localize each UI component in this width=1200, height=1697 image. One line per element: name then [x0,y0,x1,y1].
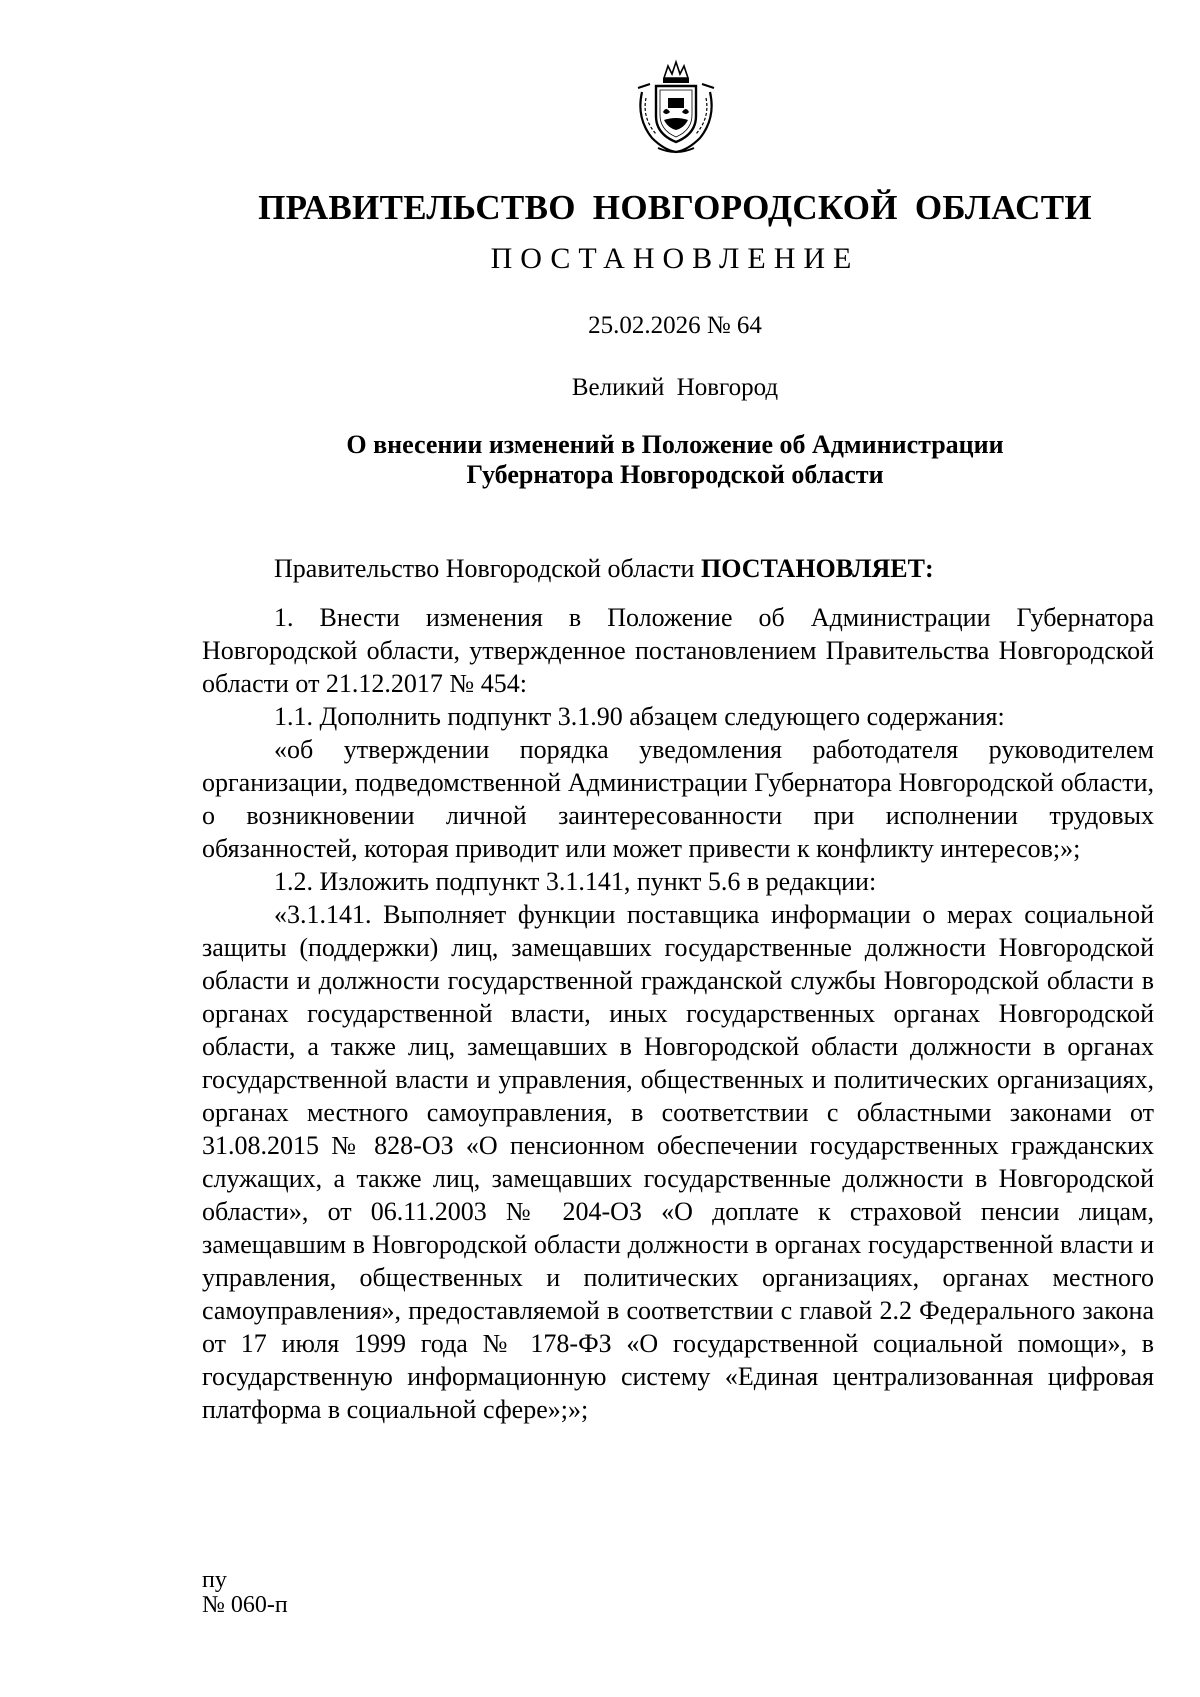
footer-number: № 060-п [202,1592,288,1618]
subject-line-2: Губернатора Новгородской области [466,460,884,489]
subject-line-1: О внесении изменений в Положение об Администрации [346,430,1004,459]
coat-of-arms-icon [628,58,724,158]
paragraph-1-1-quote: «об утверждении порядка уведомления работодателя руководителем организации, подведомственной Администрации Губернатора Новгородской области, о возникновении личной заинтересованности при исполнении трудовых обязанностей, которая приводит или может привести к конфликту интересов;»; [202,735,1154,863]
decree-keyword: ПОСТАНОВЛЯЕТ: [700,554,934,583]
decree-statement [274,554,934,584]
document-date-number: 25.02.2026 № 64 [588,312,762,339]
document-footer [202,1568,288,1618]
paragraph-1-2-quote: «3.1.141. Выполняет функции поставщика информации о мерах социальной защиты (поддержки) лиц, замещавших государственные должности Новгородской области и должности государственной гражданской службы Новгородской области в органах государственной власти, иных государственных органах Новгородской области, а также лиц, замещавших в Новгородской области должности в органах государственной власти и управления, общественных и политических организациях, органах местного самоуправления, в соответствии с областными законами от 31.08.2015 № 828-ОЗ «О пенсионном обеспечении государственных гражданских служащих, а также лиц, замещавших государственные должности в Новгородской области», от 06.11.2003 № 204-ОЗ «О доплате к страховой пенсии лицам, замещавшим в Новгородской области должности в органах государственной власти и управления, общественных и политических организациях, органах местного самоуправления», предоставляемой в соответствии с главой 2.2 Федерального закона от 17 июля 1999 года № 178-ФЗ «О государственной социальной помощи», в государственную информационную систему «Единая централизованная цифровая платформа в социальной сфере»;»; [202,900,1154,1424]
paragraph-1-2: 1.2. Изложить подпункт 3.1.141, пункт 5.6 в редакции: [274,867,877,896]
government-title: ПРАВИТЕЛЬСТВО НОВГОРОДСКОЙ ОБЛАСТИ [258,188,1092,227]
paragraph-1-1: 1.1. Дополнить подпункт 3.1.90 абзацем следующего содержания: [274,702,1005,731]
decree-prefix: Правительство Новгородской области [274,554,701,583]
paragraph-1: 1. Внести изменения в Положение об Администрации Губернатора Новгородской области, утвержденное постановлением Правительства Новгородской области от 21.12.2017 № 454: [202,603,1154,698]
document-body [202,601,1154,1426]
document-subject [0,430,1200,490]
document-city: Великий Новгород [571,374,779,401]
document-type: ПОСТАНОВЛЕНИЕ [490,242,860,275]
footer-code: пу [202,1567,227,1593]
